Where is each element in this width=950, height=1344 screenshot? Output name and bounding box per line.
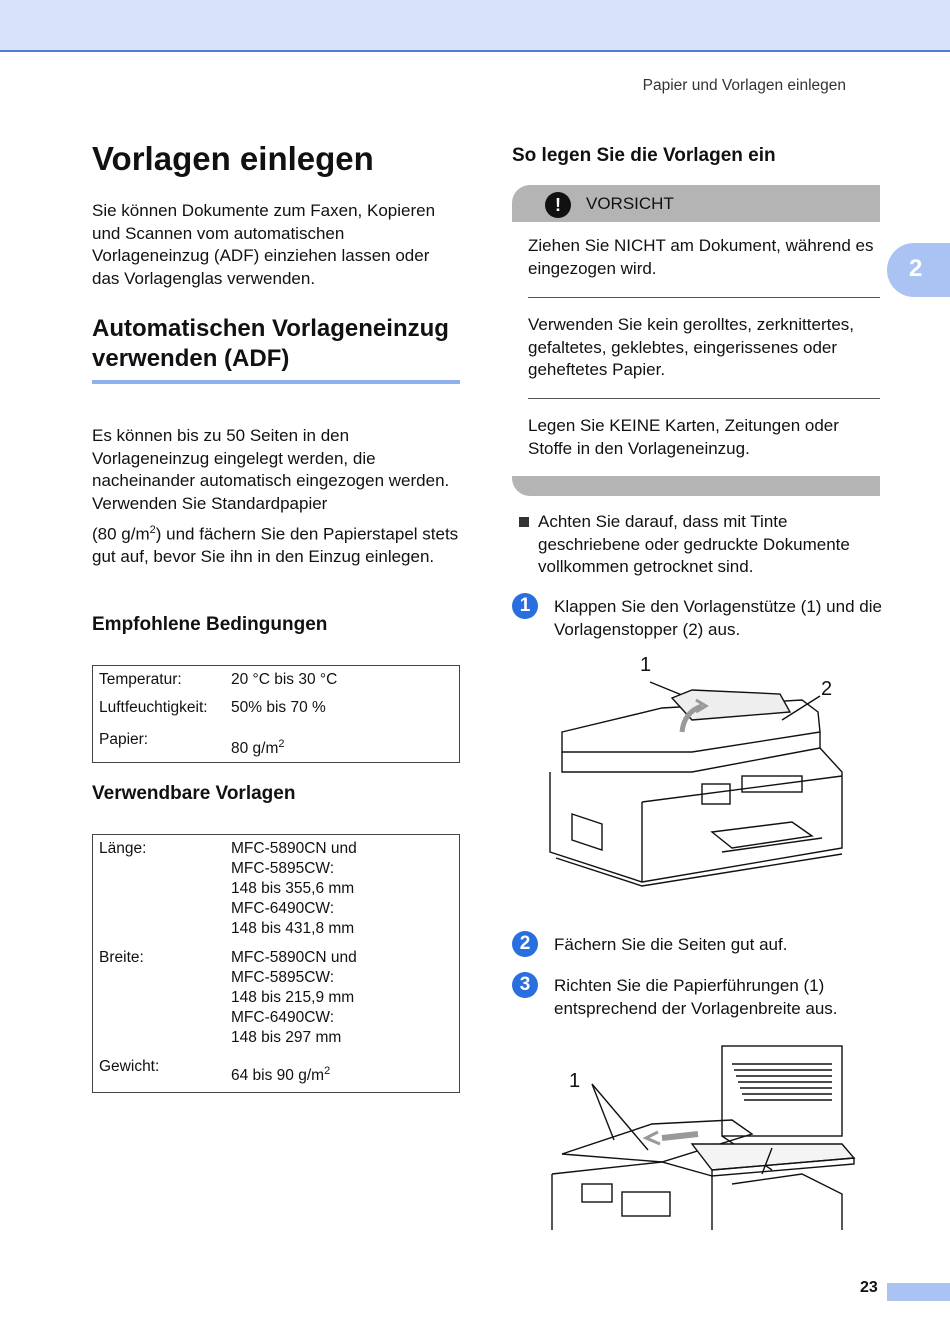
- docs-heading: Verwendbare Vorlagen: [92, 783, 296, 804]
- table-row: [93, 939, 460, 1048]
- doc-key: Länge:: [99, 840, 147, 857]
- procedure-heading: So legen Sie die Vorlagen ein: [512, 145, 776, 166]
- doc-value-line: MFC-6490CW:: [231, 900, 335, 917]
- doc-key: Breite:: [99, 949, 144, 966]
- step-number: 2: [512, 931, 538, 957]
- step-number: 3: [512, 972, 538, 998]
- printer-adf-illustration: [542, 672, 852, 902]
- step-number: 1: [512, 593, 538, 619]
- table-row: [93, 666, 460, 695]
- condition-value: [225, 726, 460, 763]
- condition-value-text: 80 g/m: [231, 740, 279, 758]
- doc-value-line: MFC-5890CN und: [231, 840, 357, 857]
- doc-value-line: 148 bis 355,6 mm: [231, 880, 355, 897]
- caution-footer: [512, 476, 880, 496]
- caution-label: VORSICHT: [586, 194, 674, 213]
- condition-value: 50% bis 70 %: [231, 699, 326, 716]
- condition-key: Luftfeuchtigkeit:: [99, 699, 208, 716]
- condition-key: Papier:: [99, 731, 149, 748]
- doc-value-line: MFC-5890CN und: [231, 949, 357, 966]
- top-band: [0, 0, 950, 52]
- square-bullet-icon: [519, 517, 529, 527]
- caution-item: Verwenden Sie kein gerolltes, zerknittertes, gefaltetes, geklebtes, eingerissenes oder geheftetes Papier.: [528, 315, 855, 379]
- doc-key: Gewicht:: [99, 1058, 160, 1075]
- section-sup: 2: [149, 524, 156, 536]
- intro-paragraph: Sie können Dokumente zum Faxen, Kopieren und Scannen vom automatischen Vorlageneinzug (ADF) einziehen lassen oder das Vorlagenglas verwenden.: [92, 201, 436, 288]
- section-text-c: ) und fächern Sie den Papierstapel stets gut auf, bevor Sie ihn in den Einzug einlegen.: [92, 524, 459, 567]
- table-row: [93, 1048, 460, 1093]
- doc-value-line: 148 bis 431,8 mm: [231, 920, 355, 937]
- bullet-text: Achten Sie darauf, dass mit Tinte geschriebene oder gedruckte Dokumente vollkommen getrocknet sind.: [538, 512, 850, 576]
- step-text: Klappen Sie den Vorlagenstütze (1) und die Vorlagenstopper (2) aus.: [554, 597, 882, 639]
- condition-key: Temperatur:: [99, 671, 182, 688]
- doc-value-line: 148 bis 297 mm: [231, 1029, 342, 1046]
- doc-value-line: MFC-6490CW:: [231, 1009, 335, 1026]
- chapter-tab: [887, 243, 950, 297]
- table-row: [93, 694, 460, 726]
- page-tab: [887, 1283, 950, 1301]
- section-paragraph-b: [92, 519, 460, 569]
- figure-label: 1: [569, 1070, 581, 1092]
- doc-values: [225, 835, 460, 940]
- caution-divider: [528, 297, 880, 298]
- table-row: [93, 726, 460, 763]
- section-text-b: (80 g/m: [92, 524, 150, 544]
- conditions-table: [92, 665, 460, 763]
- table-row: [93, 835, 460, 940]
- doc-value-line: 148 bis 215,9 mm: [231, 989, 355, 1006]
- caution-divider: [528, 398, 880, 399]
- condition-sup: 2: [278, 738, 285, 750]
- step-text: Fächern Sie die Seiten gut auf.: [554, 935, 788, 954]
- caution-item: Legen Sie KEINE Karten, Zeitungen oder Stoffe in den Vorlageneinzug.: [528, 416, 839, 458]
- page-number: 23: [860, 1279, 878, 1296]
- caution-item: Ziehen Sie NICHT am Dokument, während es eingezogen wird.: [528, 236, 874, 278]
- doc-value-line: MFC-5895CW:: [231, 860, 335, 877]
- caution-header: [512, 185, 880, 222]
- condition-value: 20 °C bis 30 °C: [231, 671, 338, 688]
- page-title: Vorlagen einlegen: [92, 140, 374, 177]
- step-text: Richten Sie die Papierführungen (1) entsprechend der Vorlagenbreite aus.: [554, 976, 838, 1018]
- exclamation-icon: !: [545, 192, 571, 218]
- doc-value-line: MFC-5895CW:: [231, 969, 335, 986]
- paper-guide-illustration: [542, 1044, 862, 1230]
- conditions-heading: Empfohlene Bedingungen: [92, 614, 328, 635]
- figure-label: 1: [640, 654, 652, 676]
- doc-values: [225, 1048, 460, 1093]
- figure-label: 2: [821, 678, 833, 700]
- section-title: Automatischen Vorlageneinzug verwenden (ADF): [92, 314, 460, 384]
- doc-values: [225, 939, 460, 1048]
- section-paragraph-a: Es können bis zu 50 Seiten in den Vorlageneinzug eingelegt werden, die nacheinander automatisch eingezogen werden. Verwenden Sie Standardpapier: [92, 426, 450, 513]
- docs-table: [92, 834, 460, 1093]
- doc-sup: 2: [324, 1065, 331, 1077]
- running-header: Papier und Vorlagen einlegen: [642, 77, 846, 94]
- doc-value-line: 64 bis 90 g/m: [231, 1067, 325, 1085]
- chapter-number: 2: [909, 255, 923, 282]
